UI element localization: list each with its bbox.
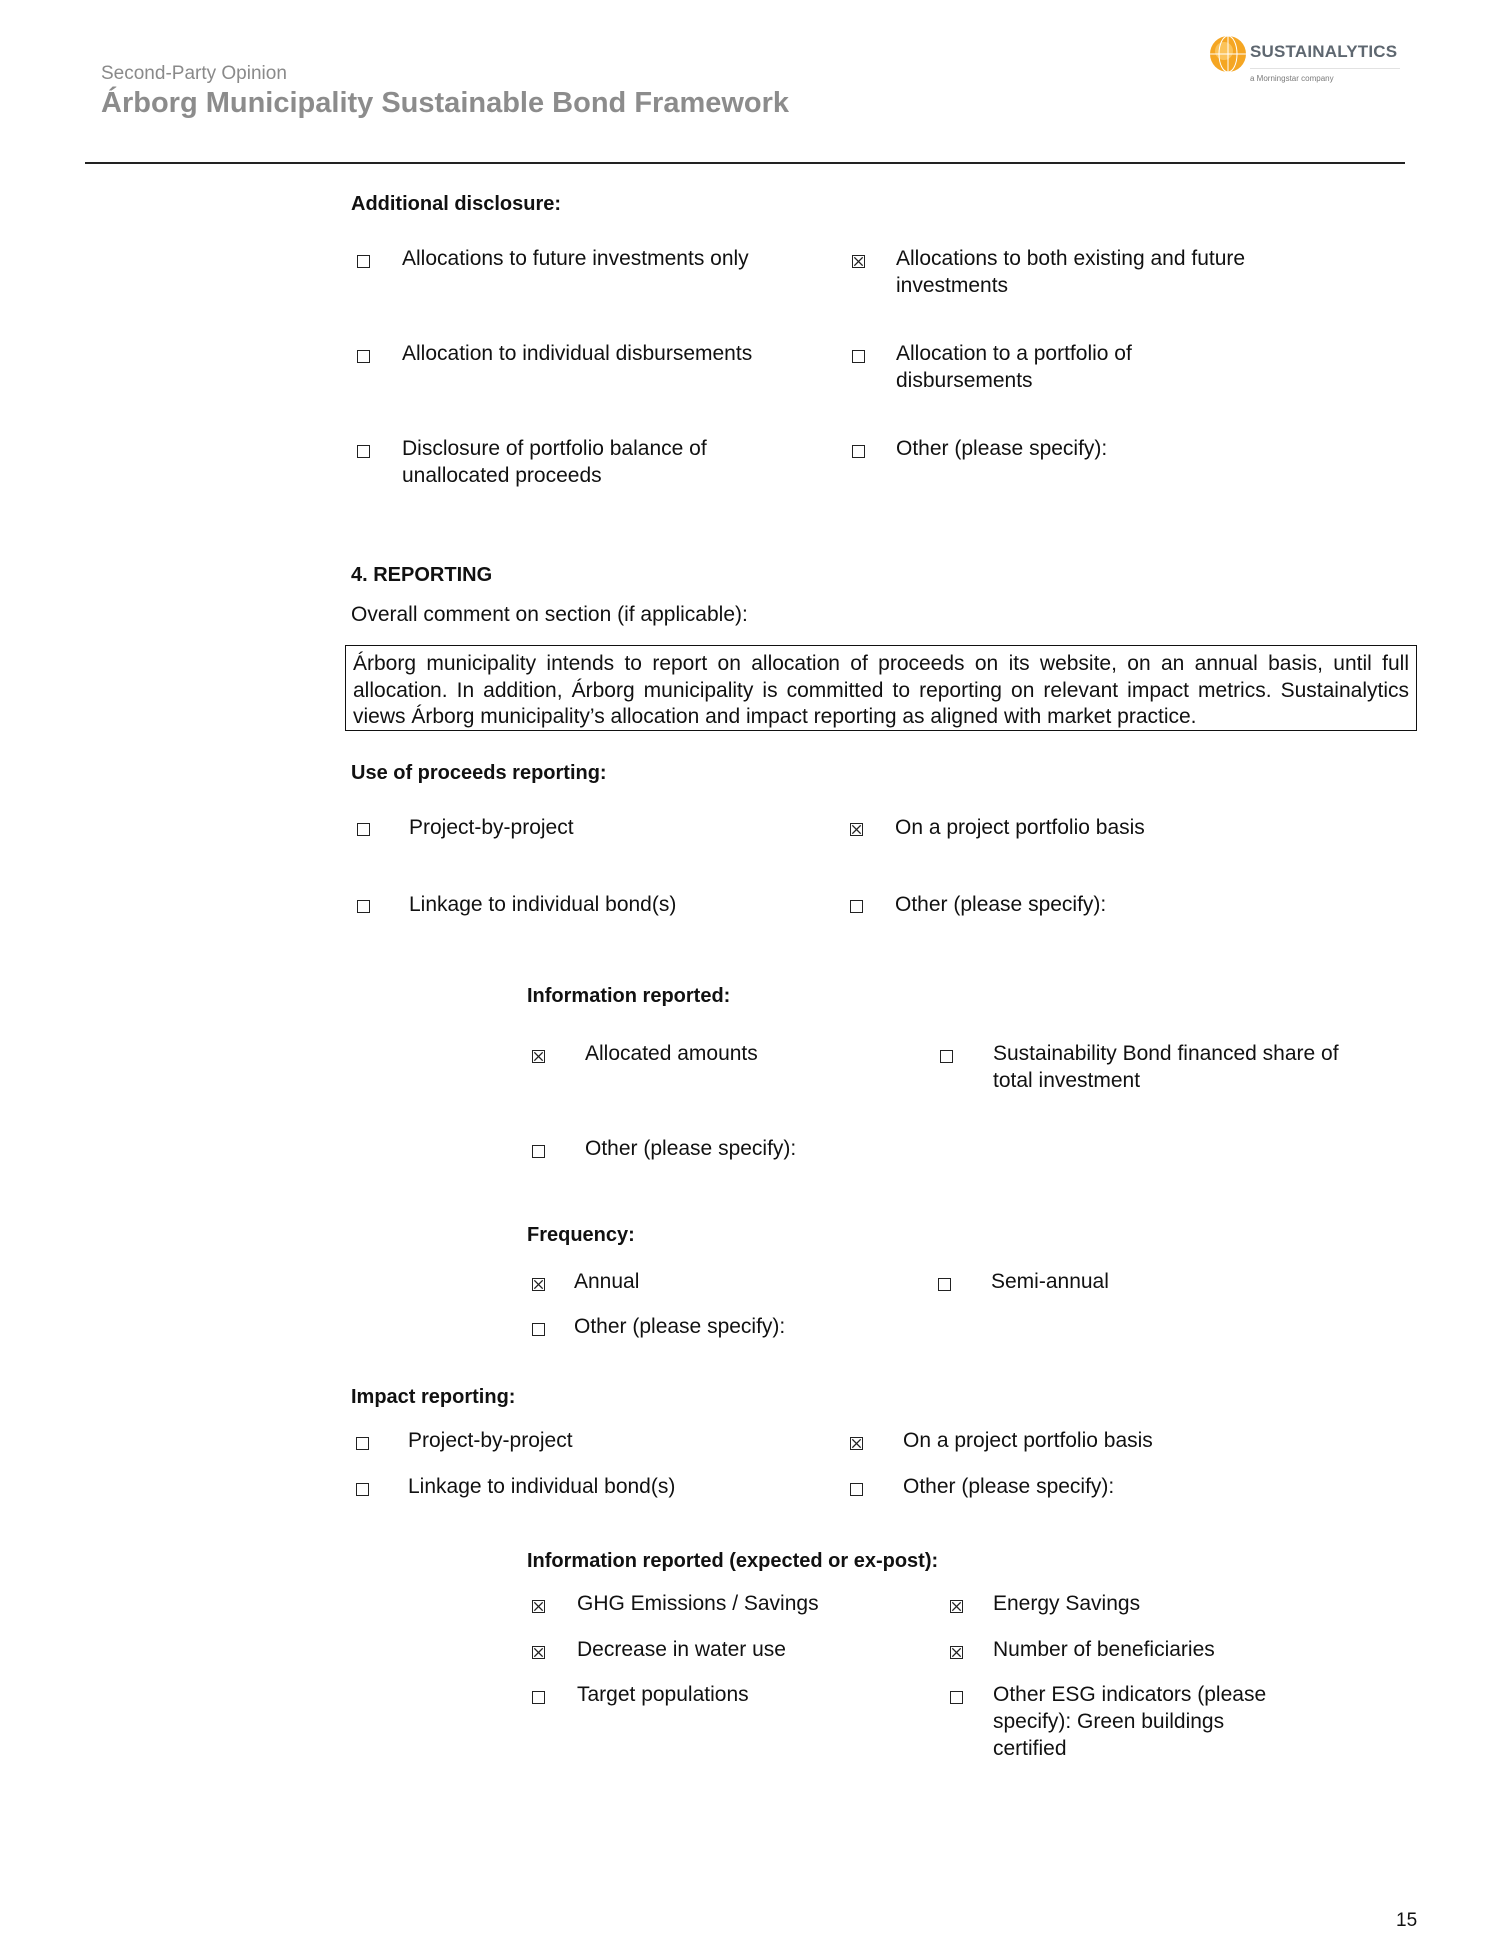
checkbox-label: Annual (574, 1270, 640, 1293)
sustainalytics-logo (1208, 32, 1404, 88)
checkbox-ghg-emissions[interactable] (532, 1600, 545, 1613)
checkmark-x-icon (951, 1647, 962, 1658)
checkbox-financed-share[interactable] (940, 1050, 953, 1063)
impact-info-heading: Information reported (expected or ex-post): (527, 1550, 939, 1572)
checkbox-label: Allocations to both existing and future (896, 247, 1246, 270)
checkbox-label: Other (please specify): (585, 1137, 797, 1160)
additional-disclosure-heading: Additional disclosure: (351, 193, 562, 215)
checkbox-impact-linkage-bonds[interactable] (356, 1483, 369, 1496)
checkmark-x-icon (853, 256, 864, 267)
checkbox-label: Disclosure of portfolio balance of (402, 437, 707, 460)
checkbox-other-disclosure[interactable] (852, 445, 865, 458)
checkbox-annual[interactable] (532, 1278, 545, 1291)
checkbox-label: Other (please specify): (895, 893, 1107, 916)
checkbox-label: Linkage to individual bond(s) (408, 1475, 676, 1498)
doc-subtitle: Second-Party Opinion (101, 63, 287, 84)
checkbox-semi-annual[interactable] (938, 1278, 951, 1291)
checkbox-beneficiaries[interactable] (950, 1646, 963, 1659)
header-divider (85, 162, 1405, 164)
checkbox-other-esg[interactable] (950, 1691, 963, 1704)
impact-reporting-heading: Impact reporting: (351, 1386, 516, 1408)
overall-comment-box: Árborg municipality intends to report on allocation of proceeds on its website, on an annual basis, until full allocation. In addition, Árborg municipality is committed to reporting on relevant impact metrics. Sustainalytics views Árborg municipality’s allocation and impact reporting as aligned with market practice. (345, 645, 1417, 731)
checkmark-x-icon (533, 1051, 544, 1062)
checkbox-label: Target populations (577, 1683, 749, 1706)
checkbox-label: On a project portfolio basis (895, 816, 1145, 839)
checkbox-label: Allocated amounts (585, 1042, 758, 1065)
checkbox-label: Linkage to individual bond(s) (409, 893, 677, 916)
use-of-proceeds-heading: Use of proceeds reporting: (351, 762, 607, 784)
checkbox-uop-other[interactable] (850, 900, 863, 913)
checkbox-label-cont: disbursements (896, 369, 1033, 392)
checkbox-label: On a project portfolio basis (903, 1429, 1153, 1452)
checkbox-label-cont: specify): Green buildings (993, 1710, 1225, 1733)
checkbox-water-use[interactable] (532, 1646, 545, 1659)
checkbox-uop-linkage-bonds[interactable] (357, 900, 370, 913)
checkbox-label: Decrease in water use (577, 1638, 786, 1661)
checkmark-x-icon (533, 1279, 544, 1290)
checkbox-label: Sustainability Bond financed share of (993, 1042, 1339, 1065)
checkbox-impact-other[interactable] (850, 1483, 863, 1496)
checkbox-label: Allocations to future investments only (402, 247, 749, 270)
checkbox-unallocated-balance[interactable] (357, 445, 370, 458)
frequency-heading: Frequency: (527, 1224, 635, 1246)
page-number: 15 (1396, 1910, 1418, 1931)
checkbox-label: Other ESG indicators (please (993, 1683, 1267, 1706)
checkbox-label: Project-by-project (409, 816, 574, 839)
checkbox-frequency-other[interactable] (532, 1323, 545, 1336)
checkbox-label: GHG Emissions / Savings (577, 1592, 819, 1615)
checkbox-uop-portfolio-basis[interactable] (850, 823, 863, 836)
checkbox-impact-project-by-project[interactable] (356, 1437, 369, 1450)
doc-title: Árborg Municipality Sustainable Bond Framework (101, 87, 790, 119)
checkbox-label: Energy Savings (993, 1592, 1141, 1615)
checkmark-x-icon (533, 1601, 544, 1612)
info-reported-heading: Information reported: (527, 985, 731, 1007)
checkbox-impact-portfolio-basis[interactable] (850, 1437, 863, 1450)
checkbox-label: Allocation to individual disbursements (402, 342, 753, 365)
checkmark-x-icon (851, 824, 862, 835)
checkbox-portfolio-disbursements[interactable] (852, 350, 865, 363)
logo-tagline: a Morningstar company (1250, 74, 1334, 83)
checkbox-label-cont: investments (896, 274, 1009, 297)
reporting-heading: 4. REPORTING (351, 564, 493, 586)
checkbox-allocated-amounts[interactable] (532, 1050, 545, 1063)
checkbox-label: Other (please specify): (574, 1315, 786, 1338)
checkbox-individual-disbursements[interactable] (357, 350, 370, 363)
checkbox-label: Number of beneficiaries (993, 1638, 1215, 1661)
checkbox-existing-and-future[interactable] (852, 255, 865, 268)
checkbox-label-cont: certified (993, 1737, 1067, 1760)
checkbox-label-cont: unallocated proceeds (402, 464, 602, 487)
checkmark-x-icon (533, 1647, 544, 1658)
checkmark-x-icon (951, 1601, 962, 1612)
checkbox-label: Semi-annual (991, 1270, 1109, 1293)
checkmark-x-icon (851, 1438, 862, 1449)
checkbox-label: Other (please specify): (903, 1475, 1115, 1498)
checkbox-future-investments[interactable] (357, 255, 370, 268)
checkbox-target-populations[interactable] (532, 1691, 545, 1704)
logo-divider (1250, 68, 1400, 69)
checkbox-label: Allocation to a portfolio of (896, 342, 1132, 365)
checkbox-uop-project-by-project[interactable] (357, 823, 370, 836)
checkbox-label-cont: total investment (993, 1069, 1141, 1092)
globe-icon (1208, 34, 1248, 74)
checkbox-label: Project-by-project (408, 1429, 573, 1452)
checkbox-label: Other (please specify): (896, 437, 1108, 460)
overall-comment-label: Overall comment on section (if applicable): (351, 603, 748, 626)
checkbox-info-other[interactable] (532, 1145, 545, 1158)
logo-name: SUSTAINALYTICS (1250, 42, 1398, 61)
checkbox-energy-savings[interactable] (950, 1600, 963, 1613)
